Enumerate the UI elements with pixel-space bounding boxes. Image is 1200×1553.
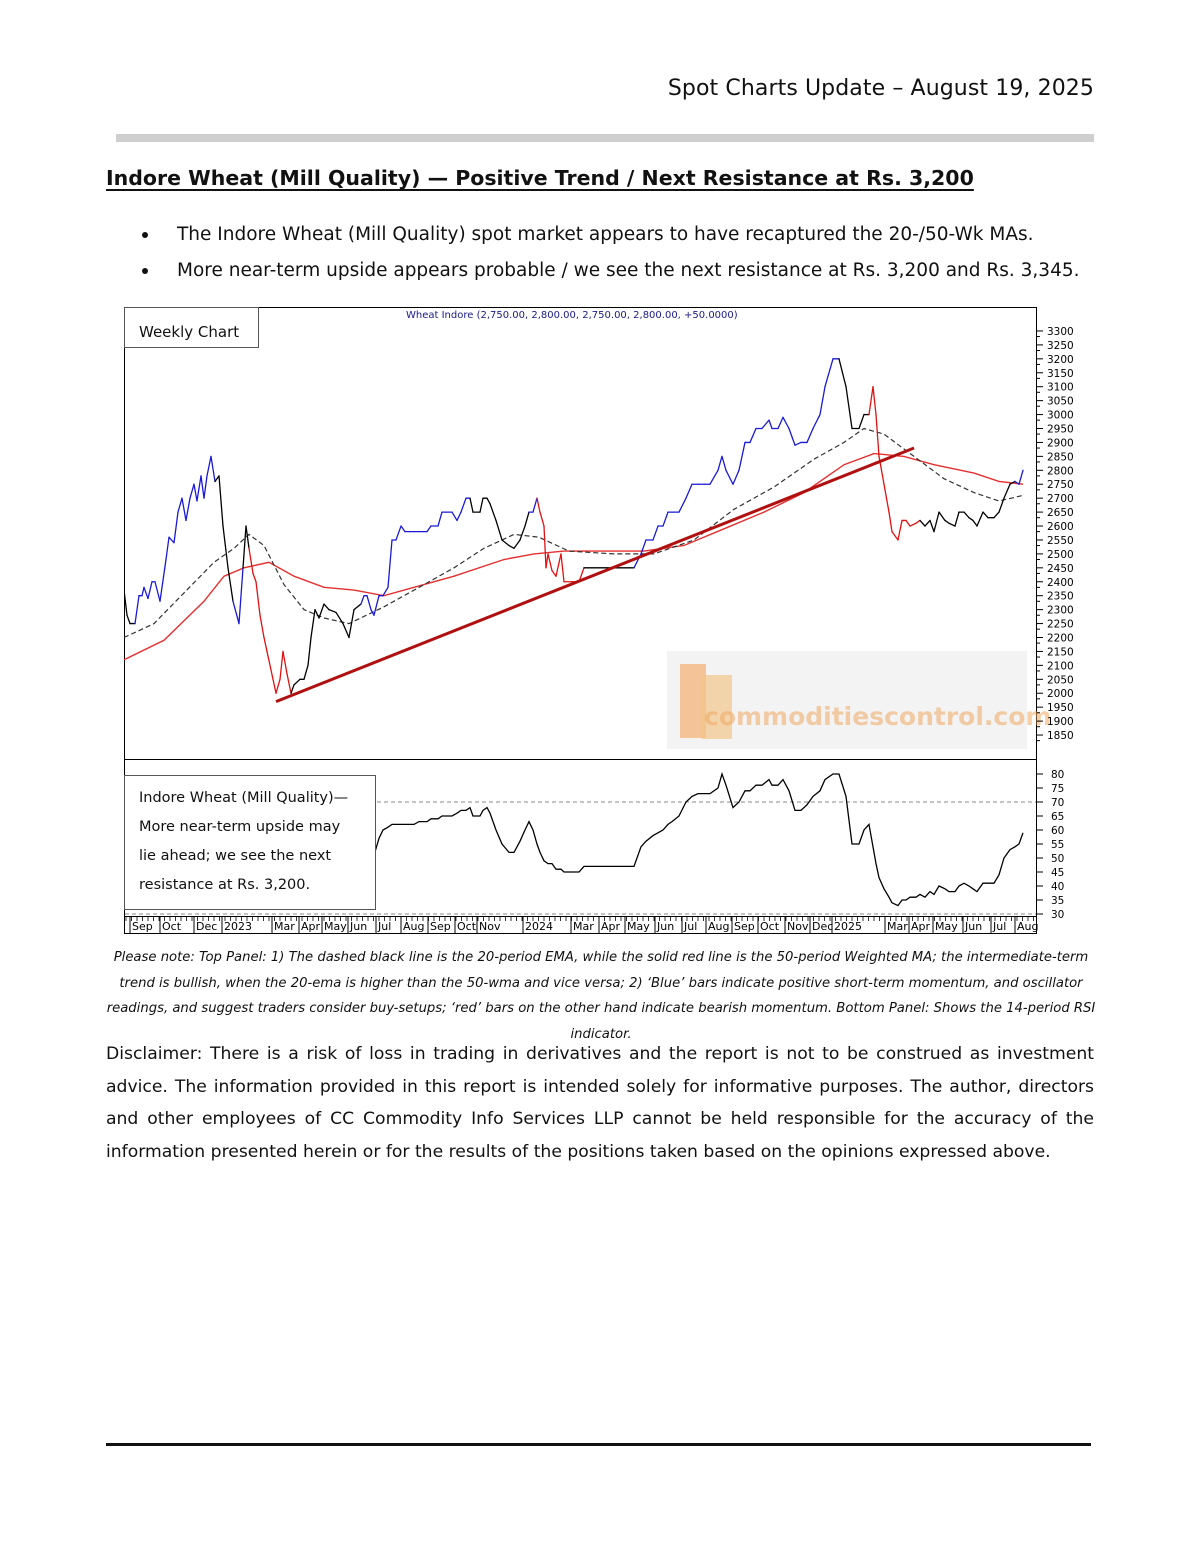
chart-note: Please note: Top Panel: 1) The dashed black line is the 20-period EMA, while the solid red line is the 50-period Weighted MA; the intermediate-term trend is bullish, when the 20-ema is higher than the 50-wma and vice versa; 2) ‘Blue’ bars indicate positive short-term momentum, and oscillator readings, and suggest traders consider buy-setups; ‘red’ bars on the other hand indicate bearish momentum. Bottom Panel: Shows the 14-period RSI indicator. (106, 950, 1096, 1042)
rsi-tick-label: 65 (1051, 811, 1065, 823)
date-tick-label: Mar (573, 920, 594, 933)
price-tick-label: 2400 (1047, 576, 1074, 589)
bullet-item (140, 258, 1080, 294)
price-tick-label: 2200 (1047, 632, 1074, 645)
date-tick-label: Oct (162, 920, 182, 933)
rsi-tick-label: 45 (1051, 867, 1065, 879)
rsi-tick-label: 30 (1051, 909, 1065, 921)
price-tick-label: 3200 (1047, 353, 1074, 366)
price-tick-label: 2650 (1047, 507, 1074, 520)
date-tick-label: Apr (911, 920, 931, 933)
footer-rule (106, 1443, 1091, 1446)
weekly-chart-label: Weekly Chart (139, 323, 240, 341)
price-tick-label: 2100 (1047, 660, 1074, 673)
date-tick-label: May (627, 920, 650, 933)
date-tick-label: Jun (657, 920, 675, 933)
section-title: Indore Wheat (Mill Quality) — Positive Trend / Next Resistance at Rs. 3,200 (106, 166, 974, 190)
price-tick-label: 1900 (1047, 716, 1074, 729)
date-tick-label: Jul (684, 920, 698, 933)
rsi-annotation-line: Indore Wheat (Mill Quality)— (139, 790, 349, 806)
date-tick-label: 2024 (525, 920, 553, 933)
watermark (667, 651, 1051, 749)
price-tick-label: 2250 (1047, 618, 1074, 631)
price-tick-label: 3300 (1047, 325, 1074, 338)
rsi-tick-label: 40 (1051, 881, 1065, 893)
date-tick-label: Dec (812, 920, 834, 933)
price-tick-label: 3250 (1047, 339, 1074, 352)
date-tick-label: 2025 (834, 920, 862, 933)
bullet-item (140, 222, 1080, 258)
rsi-tick-label: 35 (1051, 895, 1065, 907)
date-tick-label: 2023 (224, 920, 252, 933)
bullet-dot-icon (142, 268, 148, 274)
rsi-tick-label: 75 (1051, 783, 1065, 795)
rsi-tick-label: 60 (1051, 825, 1065, 837)
price-tick-label: 1850 (1047, 730, 1074, 743)
date-tick-label: Sep (734, 920, 755, 933)
price-tick-label: 2900 (1047, 437, 1074, 450)
date-tick-label: Aug (708, 920, 730, 933)
date-tick-label: Mar (887, 920, 908, 933)
date-tick-label: Oct (760, 920, 780, 933)
price-tick-label: 3150 (1047, 367, 1074, 380)
rsi-tick-label: 50 (1051, 853, 1065, 865)
rsi-tick-label: 55 (1051, 839, 1065, 851)
bullet-dot-icon (142, 232, 148, 238)
report-title: Spot Charts Update – August 19, 2025 (667, 76, 1094, 101)
date-tick-label: Jun (350, 920, 368, 933)
bullet-text: The Indore Wheat (Mill Quality) spot market appears to have recaptured the 20-/50-Wk MAs. (177, 224, 1034, 245)
date-tick-label: Sep (132, 920, 153, 933)
price-tick-label: 2500 (1047, 548, 1074, 561)
date-tick-label: Sep (430, 920, 451, 933)
date-tick-label: Jul (378, 920, 392, 933)
price-tick-label: 2000 (1047, 688, 1074, 701)
date-tick-label: Jun (965, 920, 983, 933)
date-tick-label: Jul (993, 920, 1007, 933)
price-tick-label: 2700 (1047, 493, 1074, 506)
date-tick-label: May (935, 920, 958, 933)
date-tick-label: May (324, 920, 347, 933)
price-axis (1037, 326, 1074, 742)
price-tick-label: 3100 (1047, 381, 1074, 394)
rsi-tick-label: 70 (1051, 797, 1065, 809)
date-tick-label: Oct (457, 920, 477, 933)
rsi-axis (1037, 769, 1064, 921)
disclaimer: Disclaimer: There is a risk of loss in trading in derivatives and the report is not to be construed as investment advice. The information provided in this report is intended solely for informative purposes. The author, directors and other employees of CC Commodity Info Services LLP cannot be held responsible for the accuracy of the information presented herein or for the results of the positions taken based on the opinions expressed above. (106, 1044, 1094, 1162)
price-tick-label: 2600 (1047, 521, 1074, 534)
date-tick-label: Apr (601, 920, 621, 933)
price-tick-label: 2150 (1047, 646, 1074, 659)
date-tick-label: Aug (1017, 920, 1039, 933)
rsi-annotation-line: resistance at Rs. 3,200. (139, 877, 311, 893)
rsi-tick-label: 80 (1051, 769, 1065, 781)
date-tick-label: Nov (787, 920, 809, 933)
price-tick-label: 2800 (1047, 465, 1074, 478)
price-tick-label: 2050 (1047, 674, 1074, 687)
date-tick-label: Mar (274, 920, 295, 933)
date-tick-label: Dec (196, 920, 218, 933)
rsi-annotation-line: lie ahead; we see the next (139, 848, 332, 864)
price-tick-label: 2750 (1047, 479, 1074, 492)
price-tick-label: 2450 (1047, 562, 1074, 575)
chart-svg (124, 307, 1080, 934)
header-divider (116, 134, 1094, 142)
price-tick-label: 2350 (1047, 590, 1074, 603)
price-tick-label: 2300 (1047, 604, 1074, 617)
price-tick-label: 2850 (1047, 451, 1074, 464)
price-tick-label: 2550 (1047, 534, 1074, 547)
date-tick-label: Aug (403, 920, 425, 933)
summary-bullets (140, 222, 1080, 294)
rsi-annotation-line: More near-term upside may (139, 819, 341, 835)
bullet-text: More near-term upside appears probable / we see the next resistance at Rs. 3,200 and Rs. 3,345. (177, 260, 1080, 281)
date-tick-label: Nov (479, 920, 501, 933)
price-tick-label: 3050 (1047, 395, 1074, 408)
price-tick-label: 1950 (1047, 702, 1074, 715)
price-tick-label: 2950 (1047, 423, 1074, 436)
watermark-text: commoditiescontrol.com (704, 702, 1052, 731)
date-tick-label: Apr (301, 920, 321, 933)
price-tick-label: 3000 (1047, 409, 1074, 422)
weekly-chart (124, 307, 1080, 934)
chart-title: Wheat Indore (2,750.00, 2,800.00, 2,750.00, 2,800.00, +50.0000) (406, 310, 738, 321)
